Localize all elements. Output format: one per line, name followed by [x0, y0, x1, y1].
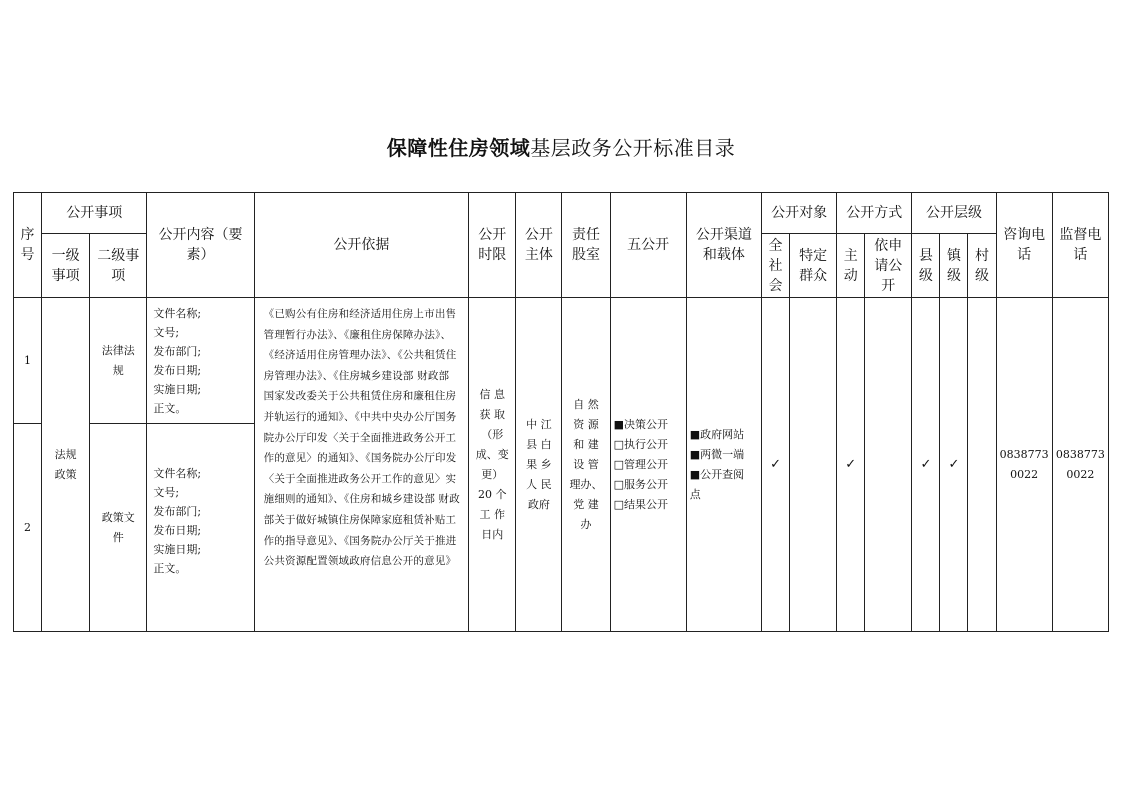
content-cell	[147, 424, 254, 632]
header-level2: 二级事项	[90, 234, 147, 298]
header-basis: 公开依据	[254, 193, 469, 298]
tier-town-check: ✓	[940, 298, 968, 632]
channel-item: 点	[689, 487, 701, 501]
content-line: 实施日期;	[153, 383, 202, 396]
header-target-all: 全社会	[761, 234, 789, 298]
level1-cell: 法规政策	[42, 298, 90, 632]
header-level1: 一级事项	[42, 234, 90, 298]
header-mode-active: 主动	[837, 234, 865, 298]
channel-item: ■两微一端	[689, 447, 745, 461]
content-line: 文件名称;	[153, 307, 202, 320]
header-tier-county: 县级	[912, 234, 940, 298]
row-seq: 1	[14, 298, 42, 424]
five-item: □结果公开	[613, 497, 668, 511]
target-specific-empty	[790, 298, 837, 632]
content-line: 正文。	[153, 562, 187, 575]
mode-active-check: ✓	[837, 298, 865, 632]
content-line: 发布日期;	[153, 524, 202, 537]
content-line: 实施日期;	[153, 543, 202, 556]
tier-county-check: ✓	[912, 298, 940, 632]
header-target-specific: 特定群众	[790, 234, 837, 298]
header-tier: 公开层级	[912, 193, 996, 234]
header-office: 责任股室	[562, 193, 610, 298]
five-cell	[610, 298, 686, 632]
level2-cell: 政策文件	[90, 424, 147, 632]
channel-item: ■公开查阅	[689, 467, 745, 481]
consult-phone: 0838773 0022	[996, 298, 1052, 632]
header-target: 公开对象	[761, 193, 836, 234]
header-time-limit: 公开时限	[469, 193, 516, 298]
content-line: 发布部门;	[153, 505, 202, 518]
five-item: □执行公开	[613, 437, 668, 451]
content-line: 发布部门;	[153, 345, 202, 358]
five-item: ■决策公开	[613, 417, 668, 431]
content-line: 文号;	[153, 326, 180, 339]
header-mode: 公开方式	[837, 193, 912, 234]
header-subject: 公开主体	[516, 193, 562, 298]
header-supervise: 监督电话	[1052, 193, 1108, 298]
tier-village-empty	[968, 298, 996, 632]
target-all-check: ✓	[761, 298, 789, 632]
header-channel: 公开渠道和载体	[686, 193, 761, 298]
channel-cell	[686, 298, 761, 632]
content-cell	[147, 298, 254, 424]
header-tier-town: 镇级	[940, 234, 968, 298]
catalog-table	[13, 192, 1109, 632]
header-content: 公开内容（要素）	[147, 193, 254, 298]
header-five: 五公开	[610, 193, 686, 298]
subject-cell: 中 江 县 白 果 乡 人 民 政府	[516, 298, 562, 632]
header-consult: 咨询电话	[996, 193, 1052, 298]
supervise-phone: 0838773 0022	[1052, 298, 1108, 632]
content-line: 文件名称;	[153, 467, 202, 480]
five-item: □管理公开	[613, 457, 668, 471]
office-cell: 自 然 资 源 和 建 设 管 理办、 党 建 办	[562, 298, 610, 632]
row-seq: 2	[14, 424, 42, 632]
header-tier-village: 村级	[968, 234, 996, 298]
mode-request-empty	[865, 298, 912, 632]
content-line: 正文。	[153, 402, 187, 415]
basis-cell: 《已购公有住房和经济适用住房上市出售管理暂行办法》、《廉租住房保障办法》、《经济适用住房管理办法》、《公共租赁住房管理办法》、《住房城乡建设部 财政部 国家发改委关于公共租赁住房和廉租住房并轨运行的通知》、《中共中央办公厅国务院办公厅印发〈关于全面推进政务公开工作的意见〉的通知》、《国务院办公厅印发〈关于全面推进政务公开工作的意见〉实施细则的通知》、《住房和城乡建设部 财政部关于做好城镇住房保障家庭租赁补贴工作的指导意见》、《国务院办公厅关于推进公共资源配置领域政府信息公开的意见》	[254, 298, 469, 632]
level2-cell: 法律法规	[90, 298, 147, 424]
five-item: □服务公开	[613, 477, 668, 491]
content-line: 发布日期;	[153, 364, 202, 377]
header-mode-request: 依申请公开	[865, 234, 912, 298]
content-line: 文号;	[153, 486, 180, 499]
channel-item: ■政府网站	[689, 427, 745, 441]
header-seq: 序号	[14, 193, 42, 298]
page-title: 保障性住房领域基层政务公开标准目录	[386, 136, 736, 160]
header-matter: 公开事项	[42, 193, 147, 234]
table-row	[14, 298, 1109, 424]
time-limit-cell: 信 息 获 取 （形 成、变 更） 20 个 工 作 日内	[469, 298, 516, 632]
